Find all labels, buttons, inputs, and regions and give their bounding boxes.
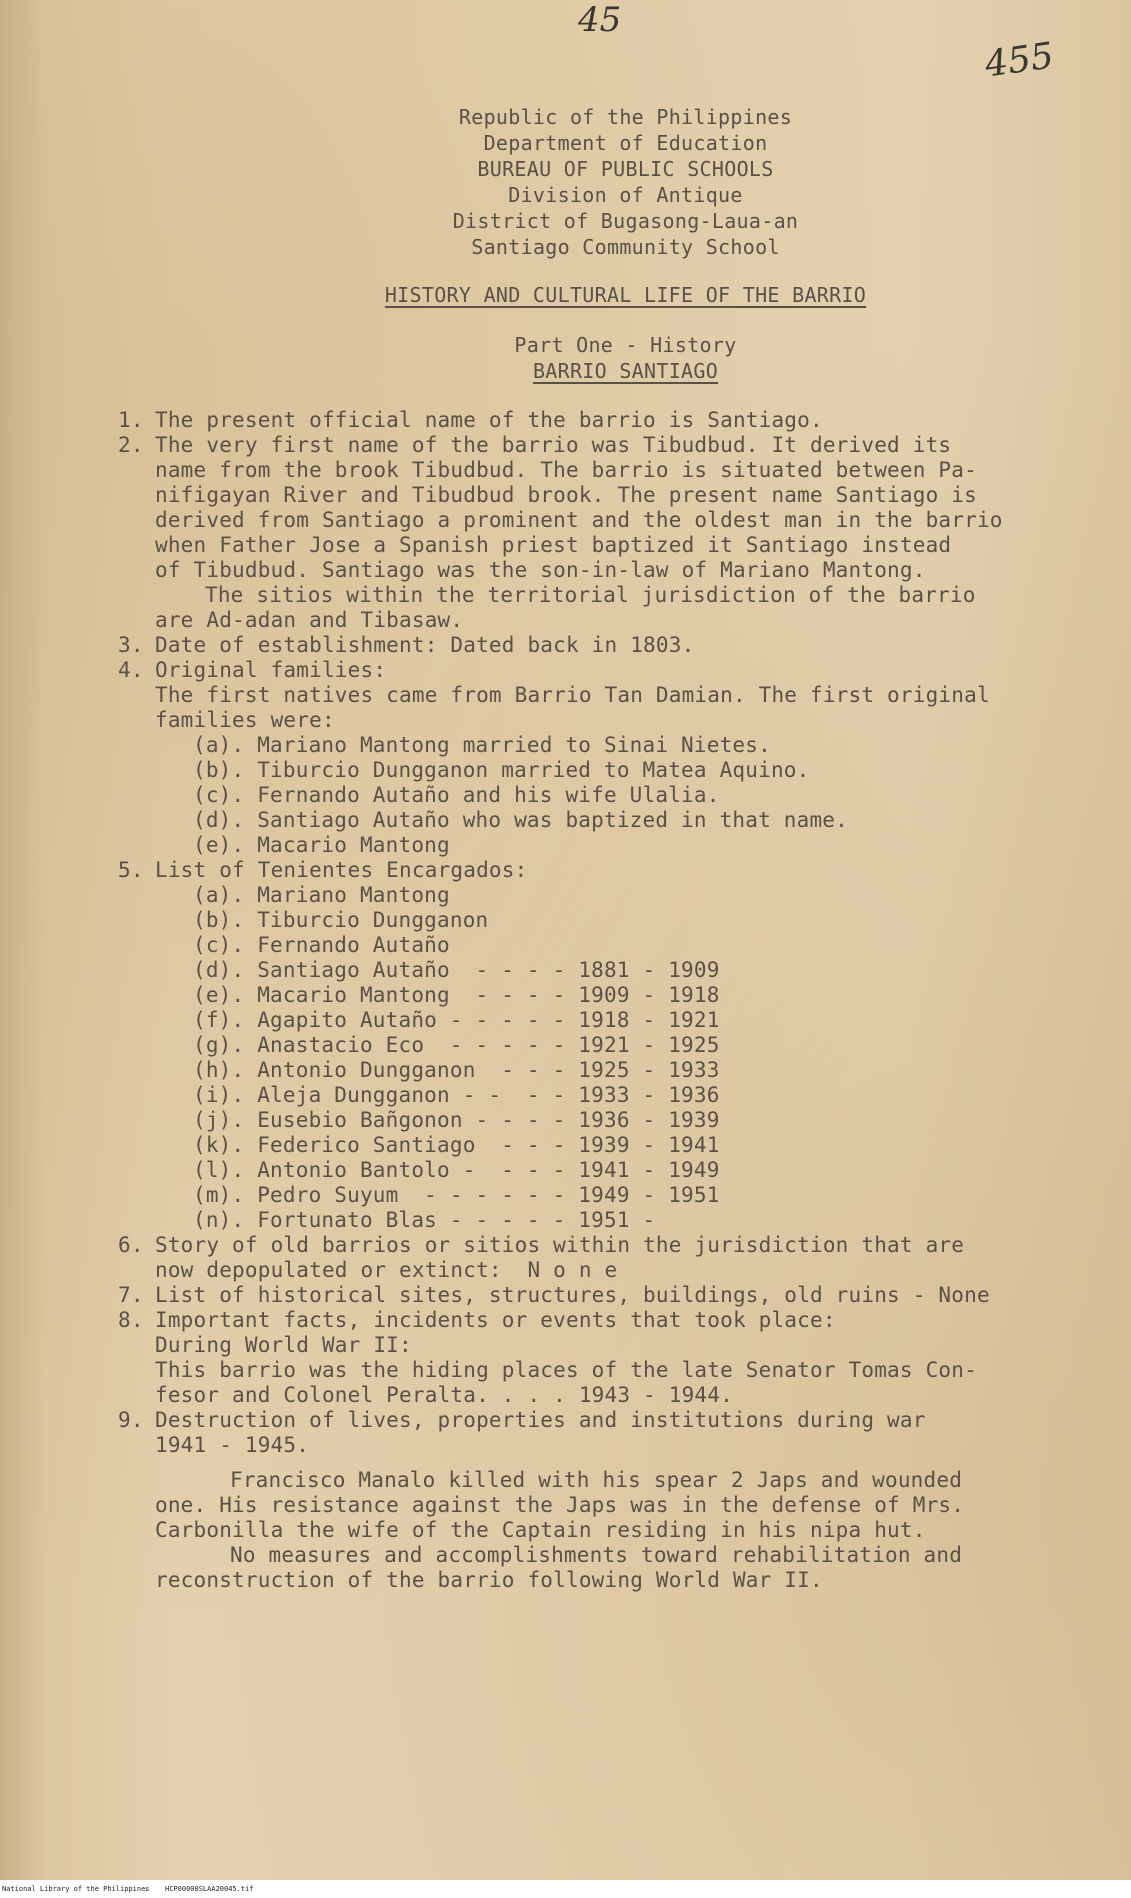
family-entry: (b). Tiburcio Dungganon married to Matea Aquino.: [193, 758, 810, 782]
item-9-line: one. His resistance against the Japs was in the defense of Mrs.: [155, 1493, 965, 1517]
teniente-entry: (k). Federico Santiago - - - 1939 - 1941: [193, 1133, 720, 1157]
item-number: 8.: [118, 1308, 144, 1332]
item-8-line: This barrio was the hiding places of the late Senator Tomas Con-: [155, 1358, 977, 1382]
item-number: 3.: [118, 633, 144, 657]
teniente-entry: (e). Macario Mantong - - - - 1909 - 1918: [193, 983, 720, 1007]
item-9-line: No measures and accomplishments toward rehabilitation and: [230, 1543, 963, 1567]
teniente-entry: (j). Eusebio Bañgonon - - - - 1936 - 1939: [193, 1108, 720, 1132]
item-2-line: are Ad-adan and Tibasaw.: [155, 608, 464, 632]
teniente-entry: (g). Anastacio Eco - - - - - 1921 - 1925: [193, 1033, 720, 1057]
item-5-heading: List of Tenientes Encargados:: [155, 858, 528, 882]
teniente-entry: (i). Aleja Dungganon - - - - 1933 - 1936: [193, 1083, 720, 1107]
item-9-line: Carbonilla the wife of the Captain residing in his nipa hut.: [155, 1518, 926, 1542]
handwritten-page-number: 45: [578, 0, 622, 40]
teniente-entry: (f). Agapito Autaño - - - - - 1918 - 1921: [193, 1008, 720, 1032]
handwritten-archive-number: 455: [982, 35, 1057, 86]
item-2-line: The very first name of the barrio was Tibudbud. It derived its: [155, 433, 952, 457]
item-2-line: name from the brook Tibudbud. The barrio is situated between Pa-: [155, 458, 977, 482]
item-9-line: reconstruction of the barrio following World War II.: [155, 1568, 823, 1592]
document-title: HISTORY AND CULTURAL LIFE OF THE BARRIO: [384, 283, 867, 307]
footer-file-id: HCP00000SLAA20045.tif: [165, 1885, 254, 1893]
item-6-line: now depopulated or extinct: N o n e: [155, 1258, 618, 1282]
teniente-entry: (a). Mariano Mantong: [193, 883, 450, 907]
part-title: Part One - History: [514, 333, 737, 357]
teniente-entry: (d). Santiago Autaño - - - - 1881 - 1909: [193, 958, 720, 982]
barrio-name-heading: BARRIO SANTIAGO: [532, 359, 719, 383]
teniente-entry: (l). Antonio Bantolo - - - - 1941 - 1949: [193, 1158, 720, 1182]
letterhead-department: Department of Education: [483, 131, 768, 155]
item-number: 1.: [118, 408, 144, 432]
letterhead-bureau: BUREAU OF PUBLIC SCHOOLS: [477, 157, 774, 181]
item-8-line: Important facts, incidents or events that took place:: [155, 1308, 836, 1332]
item-1-text: The present official name of the barrio is Santiago.: [155, 408, 823, 432]
family-entry: (a). Mariano Mantong married to Sinai Nietes.: [193, 733, 771, 757]
letterhead-school: Santiago Community School: [471, 235, 780, 259]
item-2-line: of Tibudbud. Santiago was the son-in-law of Mariano Mantong.: [155, 558, 926, 582]
family-entry: (d). Santiago Autaño who was baptized in that name.: [193, 808, 848, 832]
footer-library-name: National Library of the Philippines: [2, 1885, 150, 1893]
item-number: 6.: [118, 1233, 144, 1257]
item-number: 7.: [118, 1283, 144, 1307]
teniente-entry: (b). Tiburcio Dungganon: [193, 908, 489, 932]
teniente-entry: (n). Fortunato Blas - - - - - 1951 -: [193, 1208, 656, 1232]
item-9-line: Destruction of lives, properties and institutions during war: [155, 1408, 926, 1432]
item-number: 5.: [118, 858, 144, 882]
item-4-intro-line: The first natives came from Barrio Tan Damian. The first original: [155, 683, 990, 707]
item-2-line: when Father Jose a Spanish priest baptized it Santiago instead: [155, 533, 952, 557]
letterhead: [0, 104, 1131, 260]
teniente-entry: (h). Antonio Dungganon - - - 1925 - 1933: [193, 1058, 720, 1082]
item-7-text: List of historical sites, structures, buildings, old ruins - None: [155, 1283, 990, 1307]
item-2-line: derived from Santiago a prominent and the oldest man in the barrio: [155, 508, 1003, 532]
scan-footer: [0, 1880, 1131, 1898]
family-entry: (c). Fernando Autaño and his wife Ulalia.: [193, 783, 720, 807]
letterhead-division: Division of Antique: [508, 183, 743, 207]
letterhead-district: District of Bugasong-Laua-an: [452, 209, 799, 233]
item-3-text: Date of establishment: Dated back in 1803.: [155, 633, 695, 657]
item-4-intro-line: families were:: [155, 708, 335, 732]
item-8-line: During World War II:: [155, 1333, 412, 1357]
item-number: 2.: [118, 433, 144, 457]
item-9-line: Francisco Manalo killed with his spear 2 Japs and wounded: [230, 1468, 963, 1492]
teniente-entry: (c). Fernando Autaño: [193, 933, 450, 957]
item-number: 9.: [118, 1408, 144, 1432]
item-2-line: nifigayan River and Tibudbud brook. The present name Santiago is: [155, 483, 977, 507]
item-9-line: 1941 - 1945.: [155, 1433, 310, 1457]
letterhead-republic: Republic of the Philippines: [458, 105, 793, 129]
item-6-line: Story of old barrios or sitios within the jurisdiction that are: [155, 1233, 965, 1257]
item-number: 4.: [118, 658, 144, 682]
teniente-entry: (m). Pedro Suyum - - - - - - 1949 - 1951: [193, 1183, 720, 1207]
family-entry: (e). Macario Mantong: [193, 833, 450, 857]
item-2-line: The sitios within the territorial jurisdiction of the barrio: [205, 583, 976, 607]
item-8-line: fesor and Colonel Peralta. . . . 1943 - 1944.: [155, 1383, 733, 1407]
item-4-heading: Original families:: [155, 658, 387, 682]
